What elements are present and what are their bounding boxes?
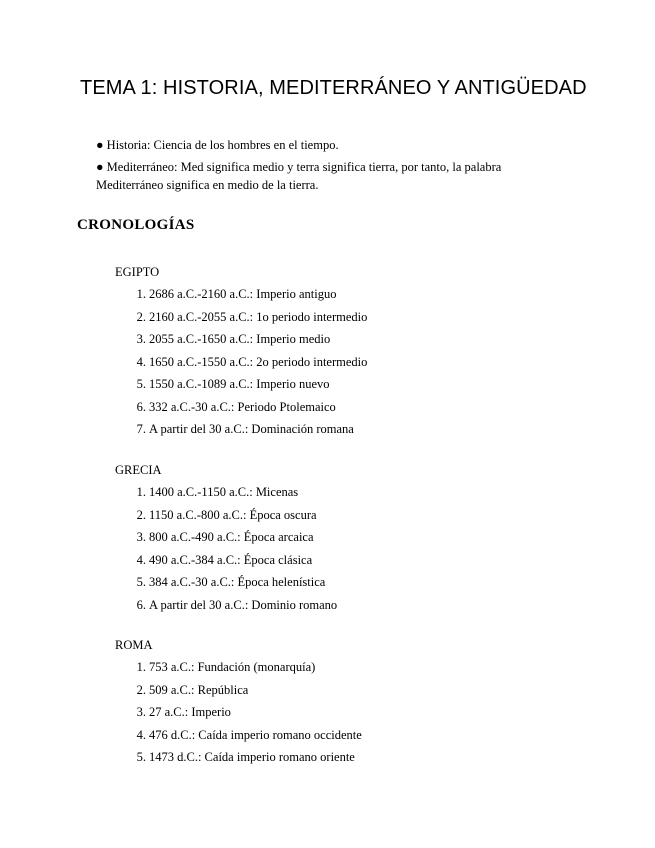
list-item: 5. 384 a.C.-30 a.C.: Época helenística bbox=[136, 575, 326, 589]
list-item: 3. 2055 a.C.-1650 a.C.: Imperio medio bbox=[136, 332, 331, 346]
list-item: 4. 1650 a.C.-1550 a.C.: 2o periodo intermedio bbox=[136, 354, 368, 369]
list-item: 2. 509 a.C.: República bbox=[136, 682, 249, 697]
list-item: 6. 332 a.C.-30 a.C.: Periodo Ptolemaico bbox=[136, 399, 336, 414]
list-egipto bbox=[115, 285, 367, 443]
list-item: 2. 1150 a.C.-800 a.C.: Época oscura bbox=[136, 507, 317, 522]
group-grecia bbox=[115, 461, 337, 618]
list-item: 4. 476 d.C.: Caída imperio romano occidente bbox=[136, 727, 362, 742]
group-title-grecia: GRECIA bbox=[115, 463, 162, 477]
list-item: 2. 2160 a.C.-2055 a.C.: 1o periodo intermedio bbox=[136, 309, 368, 324]
intro-block bbox=[96, 136, 566, 198]
page-title: TEMA 1: HISTORIA, MEDITERRÁNEO Y ANTIGÜEDAD bbox=[80, 77, 587, 99]
list-item: 3. 800 a.C.-490 a.C.: Época arcaica bbox=[136, 530, 314, 544]
intro-mediterraneo: ● Mediterráneo: Med significa medio y terra significa tierra, por tanto, la palabra Mediterráneo significa en medio de la tierra. bbox=[96, 160, 502, 192]
list-item: 6. A partir del 30 a.C.: Dominio romano bbox=[136, 597, 338, 612]
list-item: 1. 753 a.C.: Fundación (monarquía) bbox=[136, 660, 316, 674]
list-item: 1. 1400 a.C.-1150 a.C.: Micenas bbox=[136, 485, 299, 499]
list-roma bbox=[115, 658, 362, 771]
group-egipto bbox=[115, 263, 367, 443]
intro-historia: ● Historia: Ciencia de los hombres en el tiempo. bbox=[96, 138, 339, 152]
section-heading-cronologias: CRONOLOGÍAS bbox=[77, 217, 195, 233]
list-item: 5. 1473 d.C.: Caída imperio romano oriente bbox=[136, 750, 355, 764]
group-title-roma: ROMA bbox=[115, 638, 153, 652]
list-item: 5. 1550 a.C.-1089 a.C.: Imperio nuevo bbox=[136, 377, 330, 391]
list-grecia bbox=[115, 483, 337, 618]
list-item: 4. 490 a.C.-384 a.C.: Época clásica bbox=[136, 552, 313, 567]
list-item: 3. 27 a.C.: Imperio bbox=[136, 705, 231, 719]
group-title-egipto: EGIPTO bbox=[115, 265, 160, 279]
group-roma bbox=[115, 636, 362, 771]
list-item: 7. A partir del 30 a.C.: Dominación romana bbox=[136, 422, 354, 436]
list-item: 1. 2686 a.C.-2160 a.C.: Imperio antiguo bbox=[136, 287, 337, 301]
